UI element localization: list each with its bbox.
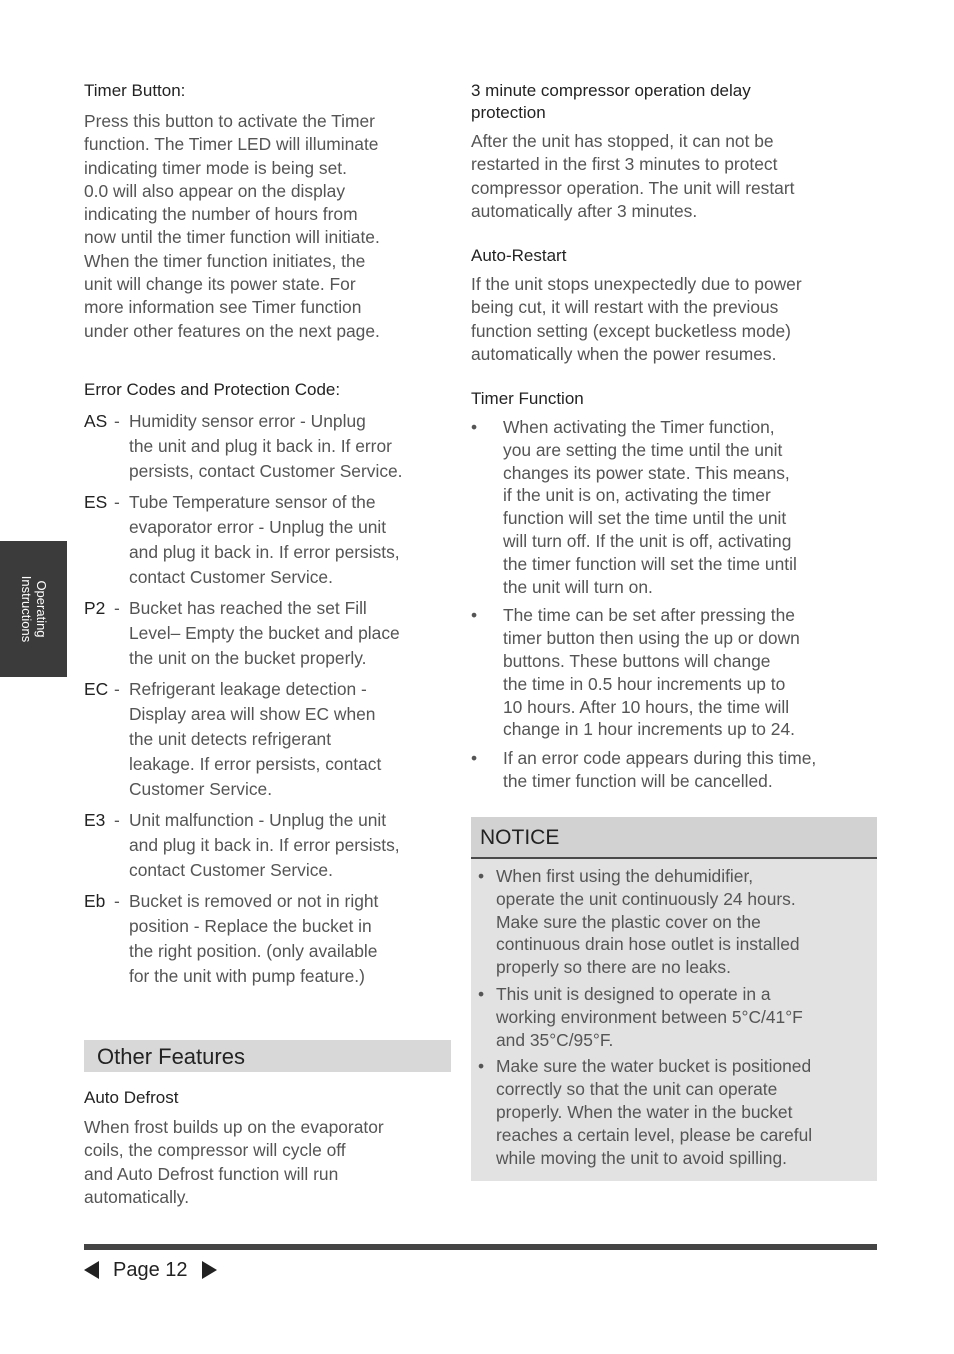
text-line: properly so there are no leaks.: [496, 957, 731, 978]
bullet: •: [471, 605, 478, 626]
text-line: Level– Empty the bucket and place: [129, 623, 400, 643]
text-line: After the unit has stopped, it can not be: [471, 131, 774, 151]
error-description: [129, 808, 456, 883]
delay-heading-line1: 3 minute compressor operation delay: [471, 81, 751, 100]
text-line: if the unit is on, activating the timer: [503, 485, 771, 506]
text-line: under other features on the next page.: [84, 320, 380, 341]
text-line: Display area will show EC when: [129, 704, 376, 724]
list-item: [471, 416, 877, 598]
timer-function-heading: Timer Function: [471, 389, 584, 408]
text-line: When frost builds up on the evaporator: [84, 1117, 384, 1137]
delay-heading-line2: protection: [471, 103, 546, 122]
page-number: Page 12: [113, 1258, 188, 1281]
text-line: working environment between 5°C/41°F: [496, 1006, 803, 1027]
next-page-icon[interactable]: [202, 1261, 217, 1279]
text-line: Bucket is removed or not in right: [129, 891, 379, 911]
notice-title: NOTICE: [471, 817, 877, 859]
text-line: timer button then using the up or down: [503, 628, 800, 649]
text-line: the time in 0.5 hour increments up to: [503, 673, 786, 694]
error-codes-heading: Error Codes and Protection Code:: [84, 380, 341, 399]
list-item: [471, 604, 877, 741]
side-tab-line2: Instructions: [18, 575, 34, 643]
footer-divider: [84, 1244, 877, 1250]
text-line: function. The Timer LED will illuminate: [84, 134, 379, 155]
error-item-es: [84, 490, 456, 590]
auto-defrost-heading: Auto Defrost: [84, 1088, 179, 1107]
error-description: [129, 596, 456, 671]
text-line: buttons. These buttons will change: [503, 650, 771, 671]
timer-button-heading: Timer Button:: [84, 81, 186, 100]
text-line: When activating the Timer function,: [503, 417, 775, 437]
side-tab-line1: Operating: [33, 580, 49, 638]
error-code: E3: [84, 810, 106, 830]
error-codes-section: [84, 379, 456, 995]
text-line: Unit malfunction - Unplug the unit: [129, 810, 387, 830]
side-tab: [0, 541, 67, 677]
text-line: for the unit with pump feature.): [129, 966, 365, 986]
bullet: •: [471, 748, 478, 769]
text-line: If an error code appears during this time,: [503, 748, 817, 769]
text-line: properly. When the water in the bucket: [496, 1101, 793, 1122]
text-line: indicating the number of hours from: [84, 204, 358, 225]
text-line: correctly so that the unit can operate: [496, 1079, 778, 1100]
text-line: reaches a certain level, please be careful: [496, 1124, 813, 1145]
error-item-e3: [84, 808, 456, 883]
text-line: change in 1 hour increments up to 24.: [503, 719, 795, 740]
text-line: If the unit stops unexpectedly due to power: [471, 274, 802, 294]
text-line: Refrigerant leakage detection -: [129, 679, 367, 699]
text-line: function setting (except bucketless mode): [471, 320, 791, 341]
text-line: contact Customer Service.: [129, 860, 333, 880]
text-line: changes its power state. This means,: [503, 462, 790, 483]
other-features-title: Other Features: [84, 1040, 451, 1072]
error-code: ES: [84, 492, 108, 512]
text-line: Make sure the water bucket is positioned: [496, 1056, 812, 1077]
error-item-eb: [84, 889, 456, 989]
text-line: will turn off. If the unit is off, activating: [503, 530, 792, 551]
text-line: the unit detects refrigerant: [129, 729, 332, 749]
auto-restart-heading: Auto-Restart: [471, 246, 567, 265]
error-code: EC: [84, 679, 109, 699]
text-line: automatically after 3 minutes.: [471, 200, 698, 221]
text-line: When first using the dehumidifier,: [496, 866, 754, 886]
text-line: position - Replace the bucket in: [129, 916, 372, 936]
list-item: [478, 1055, 867, 1169]
text-line: indicating timer mode is being set.: [84, 157, 347, 178]
bullet: •: [478, 983, 485, 1004]
text-line: 0.0 will also appear on the display: [84, 180, 346, 201]
error-dash: -: [114, 891, 120, 911]
page-navigation: [84, 1256, 217, 1284]
delay-protection-section: [471, 80, 877, 223]
text-line: more information see Timer function: [84, 297, 362, 318]
text-line: evaporator error - Unplug the unit: [129, 517, 387, 537]
text-line: unit will change its power state. For: [84, 274, 356, 295]
list-item: [471, 747, 877, 793]
text-line: persists, contact Customer Service.: [129, 461, 403, 481]
text-line: the unit and plug it back in. If error: [129, 436, 392, 456]
auto-restart-section: [471, 245, 877, 366]
notice-box: [471, 817, 877, 1181]
text-line: and Auto Defrost function will run: [84, 1163, 339, 1184]
text-line: and 35°C/95°F.: [496, 1029, 614, 1050]
text-line: now until the timer function will initiate.: [84, 227, 380, 248]
text-line: operate the unit continuously 24 hours.: [496, 888, 796, 909]
text-line: Customer Service.: [129, 779, 273, 799]
text-line: Bucket has reached the set Fill: [129, 598, 367, 618]
error-description: [129, 889, 456, 989]
error-item-p2: [84, 596, 456, 671]
previous-page-icon[interactable]: [84, 1261, 99, 1279]
text-line: This unit is designed to operate in a: [496, 983, 771, 1004]
text-line: while moving the unit to avoid spilling.: [496, 1147, 787, 1168]
error-code: AS: [84, 411, 108, 431]
timer-function-section: [471, 388, 877, 799]
text-line: being cut, it will restart with the previous: [471, 297, 779, 318]
error-dash: -: [114, 492, 120, 512]
text-line: Humidity sensor error - Unplug: [129, 411, 366, 431]
text-line: continuous drain hose outlet is installed: [496, 934, 800, 955]
error-dash: -: [114, 598, 120, 618]
error-description: [129, 490, 456, 590]
text-line: Press this button to activate the Timer: [84, 111, 375, 131]
list-item: [478, 865, 867, 979]
error-dash: -: [114, 679, 120, 699]
text-line: the unit will turn on.: [503, 576, 653, 597]
text-line: contact Customer Service.: [129, 567, 333, 587]
text-line: automatically when the power resumes.: [471, 343, 777, 364]
error-dash: -: [114, 411, 120, 431]
list-item: [478, 983, 867, 1051]
text-line: coils, the compressor will cycle off: [84, 1140, 346, 1161]
error-code: P2: [84, 598, 106, 618]
timer-button-section: [84, 80, 454, 343]
bullet: •: [478, 1056, 485, 1077]
text-line: function will set the time until the unit: [503, 508, 787, 529]
text-line: the right position. (only available: [129, 941, 378, 961]
text-line: When the timer function initiates, the: [84, 250, 366, 271]
text-line: The time can be set after pressing the: [503, 605, 795, 626]
text-line: compressor operation. The unit will restart: [471, 177, 795, 198]
error-item-as: [84, 409, 456, 484]
text-line: the unit on the bucket properly.: [129, 648, 367, 668]
text-line: you are setting the time until the unit: [503, 439, 783, 460]
text-line: and plug it back in. If error persists,: [129, 835, 400, 855]
text-line: Tube Temperature sensor of the: [129, 492, 376, 512]
text-line: the timer function will set the time until: [503, 553, 797, 574]
error-description: [129, 409, 456, 484]
text-line: restarted in the first 3 minutes to protect: [471, 154, 778, 175]
error-code: Eb: [84, 891, 106, 911]
error-description: [129, 677, 456, 802]
error-item-ec: [84, 677, 456, 802]
text-line: 10 hours. After 10 hours, the time will: [503, 696, 790, 717]
text-line: the timer function will be cancelled.: [503, 770, 773, 791]
text-line: Make sure the plastic cover on the: [496, 911, 761, 932]
bullet: •: [471, 417, 478, 437]
auto-defrost-section: [84, 1087, 454, 1209]
text-line: automatically.: [84, 1186, 190, 1207]
text-line: and plug it back in. If error persists,: [129, 542, 400, 562]
timer-button-text: [84, 110, 454, 343]
bullet: •: [478, 866, 485, 886]
error-dash: -: [114, 810, 120, 830]
text-line: leakage. If error persists, contact: [129, 754, 382, 774]
